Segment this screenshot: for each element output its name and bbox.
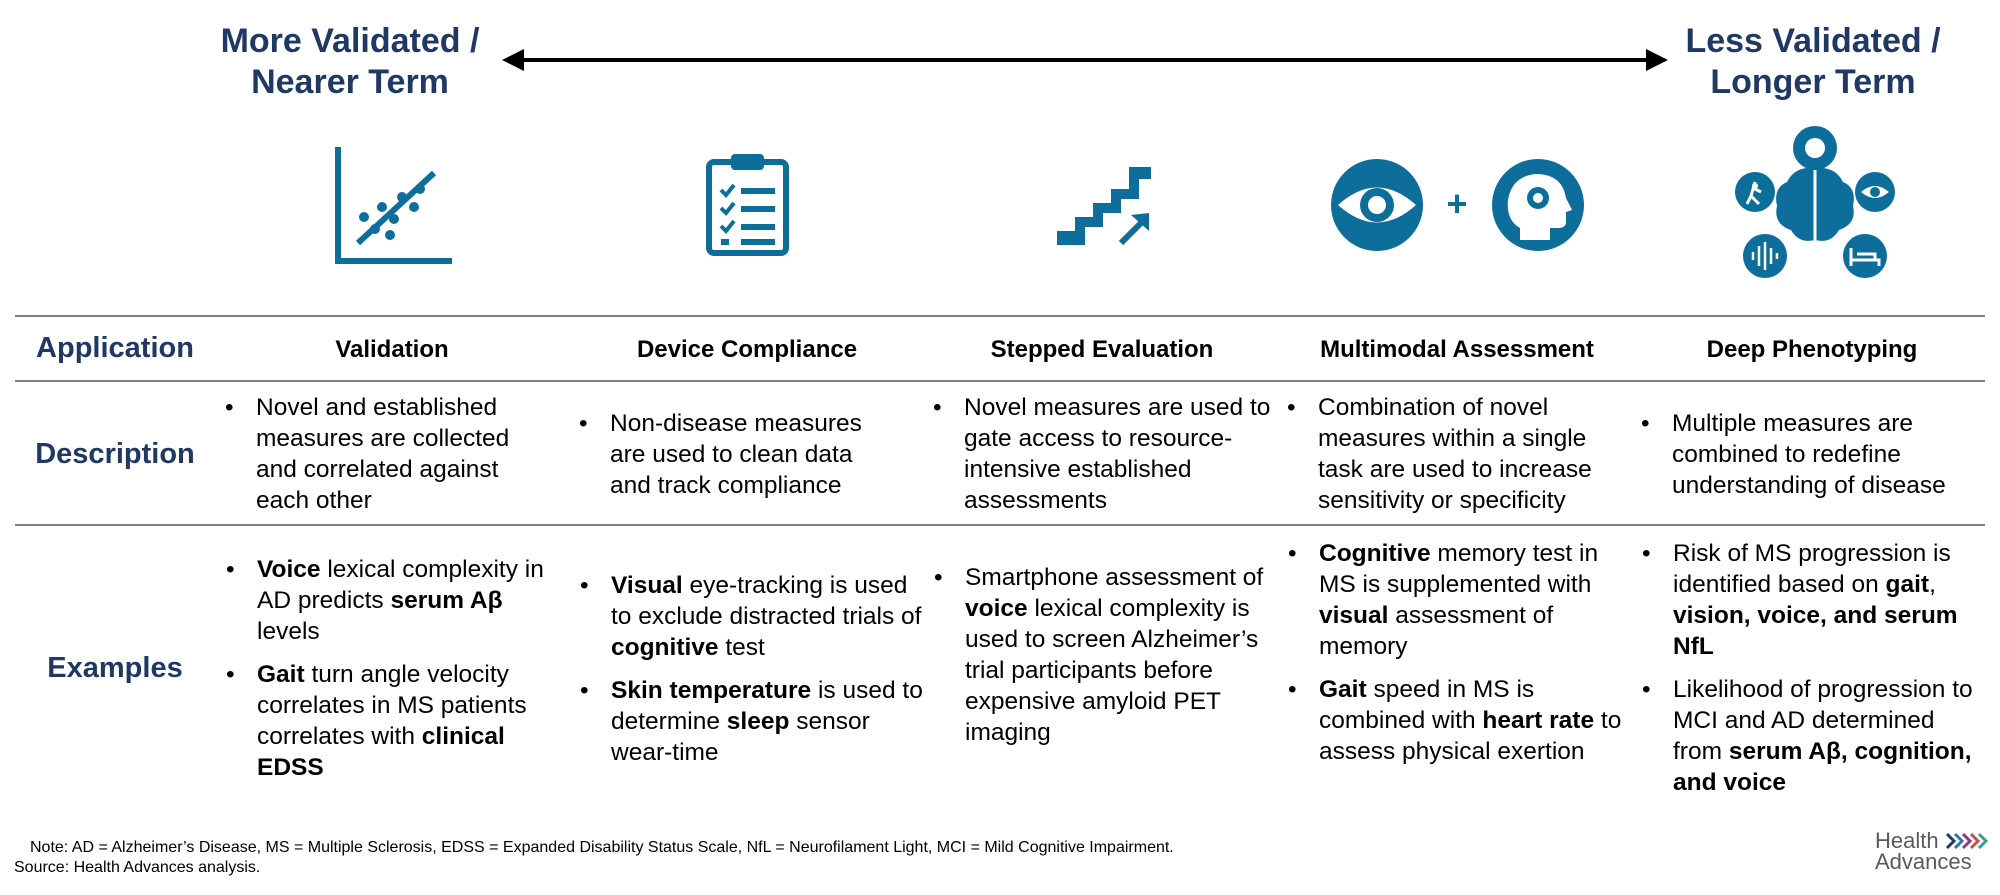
description-cell-stepped-evaluation <box>931 392 1271 528</box>
examples-bullet <box>578 570 928 663</box>
logo-chevrons-icon <box>1945 832 1990 850</box>
stairs-arrow-icon <box>1055 165 1153 247</box>
text: lexical complexity is used to screen Alzheimer’s trial participants before expensive amyloid PET imaging <box>965 595 1259 746</box>
text: levels <box>257 618 320 645</box>
text: speed in MS is combined with <box>1319 676 1535 734</box>
more-validated-line1: More Validated / <box>220 22 480 60</box>
examples-cell-stepped-evaluation <box>932 562 1272 760</box>
description-cell-deep-phenotyping <box>1639 408 1979 513</box>
less-validated-label <box>1653 21 1973 103</box>
text: assessment of memory <box>1319 602 1554 660</box>
description-bullet <box>223 392 543 516</box>
text: Combination of novel measures within a single task are used to increase sensitivity or specificity <box>1318 394 1592 514</box>
examples-bullet <box>932 562 1272 748</box>
less-validated-line1: Less Validated / <box>1685 22 1941 60</box>
logo-text-health: Health <box>1875 828 1939 853</box>
description-bullet <box>1639 408 1979 501</box>
svg-text:+: + <box>1446 183 1468 224</box>
description-bullet <box>577 408 897 501</box>
examples-bullet <box>578 675 928 768</box>
text: memory test in MS is supplemented with <box>1319 540 1599 598</box>
bold-text: Gait <box>1319 676 1367 703</box>
examples-bullet <box>1640 674 1985 798</box>
bold-text: heart rate <box>1482 707 1595 734</box>
bold-text: vision, voice, and serum NfL <box>1673 602 1958 660</box>
text: Smartphone assessment of <box>965 564 1264 591</box>
text: is used to determine <box>611 677 923 735</box>
bold-text: Cognitive <box>1319 540 1431 567</box>
bold-text: sleep <box>726 708 790 735</box>
row-label-application: Application <box>36 332 194 364</box>
row-label-description: Description <box>35 438 195 470</box>
text: Risk of MS progression is identified based on <box>1673 540 1951 598</box>
text: Non-disease measures are used to clean data and track compliance <box>610 410 862 499</box>
clipboard-checklist-icon <box>705 152 790 257</box>
bold-text: voice <box>965 595 1028 622</box>
description-cell-multimodal-assessment <box>1285 392 1625 528</box>
column-title-deep-phenotyping: Deep Phenotyping <box>1706 336 1918 363</box>
examples-bullet <box>224 554 554 647</box>
column-title-multimodal-assessment: Multimodal Assessment <box>1320 336 1594 363</box>
logo-text-advances: Advances <box>1875 849 1972 874</box>
description-bullet <box>1285 392 1625 516</box>
examples-bullet <box>1640 538 1985 662</box>
bold-text: visual <box>1319 602 1389 629</box>
examples-cell-deep-phenotyping <box>1640 538 1985 810</box>
text: to assess physical exertion <box>1319 707 1622 765</box>
text: , <box>1929 571 1936 598</box>
bold-text: Skin temperature <box>611 677 812 704</box>
bold-text: clinical EDSS <box>257 723 505 781</box>
examples-bullet <box>224 659 554 783</box>
bold-text: Gait <box>257 661 305 688</box>
text: Likelihood of progression to MCI and AD determined from <box>1673 676 1973 765</box>
text: Novel measures are used to gate access to resource-intensive established assessments <box>964 394 1271 514</box>
bold-text: Voice <box>257 556 321 583</box>
divider-middle-1 <box>15 380 1985 382</box>
scatter-plot-icon <box>330 145 455 265</box>
text: Multiple measures are combined to redefine understanding of disease <box>1672 410 1946 499</box>
text: lexical complexity in AD predicts <box>257 556 544 614</box>
deep-phenotyping-hub-icon <box>1735 126 1895 281</box>
column-title-stepped-evaluation: Stepped Evaluation <box>990 336 1214 363</box>
text: eye-tracking is used to exclude distracted trials of <box>611 572 922 630</box>
examples-cell-device-compliance <box>578 570 928 780</box>
validation-spectrum-arrow <box>500 45 1670 75</box>
description-cell-validation <box>223 392 543 528</box>
footnote-note: Note: AD = Alzheimer’s Disease, MS = Multiple Sclerosis, EDSS = Expanded Disability Status Scale, NfL = Neurofilament Light, MCI = Mild Cognitive Impairment. <box>30 839 1174 856</box>
examples-bullet <box>1286 538 1626 662</box>
health-advances-logo <box>1875 830 1990 878</box>
bold-text: cognitive <box>611 634 719 661</box>
longer-term-line2: Longer Term <box>1710 63 1916 101</box>
bold-text: gait <box>1885 571 1930 598</box>
examples-cell-validation <box>224 554 554 795</box>
examples-cell-multimodal-assessment <box>1286 538 1626 779</box>
text: test <box>718 634 765 661</box>
description-bullet <box>931 392 1271 516</box>
column-title-validation: Validation <box>335 336 449 363</box>
eye-plus-brain-icon <box>1330 158 1585 253</box>
text: Novel and established measures are collected and correlated against each other <box>256 394 510 514</box>
row-label-examples: Examples <box>47 652 183 684</box>
divider-top <box>15 315 1985 317</box>
description-cell-device-compliance <box>577 408 897 513</box>
examples-bullet <box>1286 674 1626 767</box>
more-validated-label <box>190 21 510 103</box>
column-title-device-compliance: Device Compliance <box>636 336 858 363</box>
bold-text: serum Aβ <box>390 587 503 614</box>
bold-text: Visual <box>611 572 683 599</box>
text: turn angle velocity correlates in MS patients correlates with <box>257 661 527 750</box>
bold-text: serum Aβ, cognition, and voice <box>1673 738 1972 796</box>
nearer-term-line2: Nearer Term <box>251 63 449 101</box>
text: sensor wear-time <box>611 708 870 766</box>
footnote-source: Source: Health Advances analysis. <box>14 859 261 876</box>
